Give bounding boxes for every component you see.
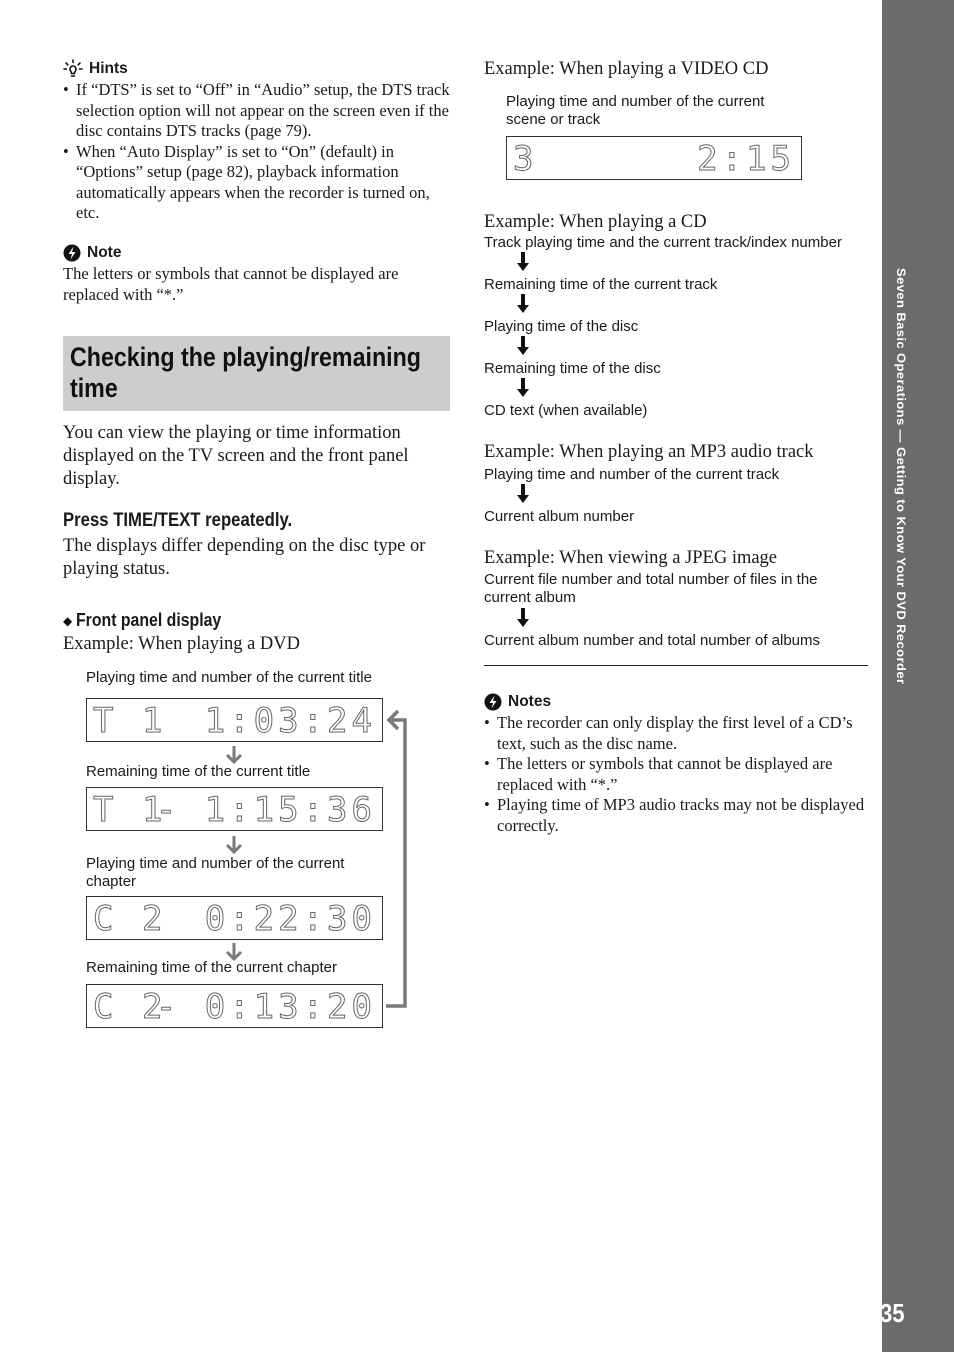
lcd-segments — [87, 985, 382, 1027]
lcd-display — [86, 896, 383, 940]
vcd-example-label: Example: When playing a VIDEO CD — [484, 59, 769, 79]
step-text: The displays differ depending on the disc type or playing status. — [63, 536, 426, 579]
down-arrow-icon — [225, 745, 243, 767]
down-arrow-icon — [225, 835, 243, 857]
note-icon — [484, 693, 502, 711]
cd-item: CD text (when available) — [484, 402, 648, 419]
notes-list — [484, 713, 872, 836]
jpeg-item: Current album number and total number of albums — [484, 632, 821, 649]
notes-heading: Notes — [508, 693, 552, 710]
lcd-segment-text: - 0:13:20 — [155, 987, 376, 1027]
down-arrow-icon — [516, 252, 530, 272]
front-panel-heading-row — [63, 610, 241, 631]
hints-heading: Hints — [89, 60, 128, 77]
lcd-segment-text: - 1:15:36 — [155, 790, 376, 830]
lcd-segments — [87, 788, 382, 830]
down-arrow-icon — [516, 378, 530, 398]
front-panel-heading: Front panel display — [76, 610, 222, 630]
note-icon — [63, 244, 81, 262]
cd-item: Remaining time of the disc — [484, 360, 661, 377]
dvd-example-label: Example: When playing a DVD — [63, 634, 301, 654]
hints-list — [63, 80, 453, 224]
intro-text: You can view the playing or time information displayed on the TV screen and the front panel display. — [63, 423, 409, 489]
diamond-icon: ◆ — [63, 613, 73, 628]
loop-back-arrow-icon — [384, 708, 414, 1014]
note-item: • The recorder can only display the first level of a CD’s text, such as the disc name. — [484, 713, 872, 754]
notes-block — [484, 692, 872, 836]
note-item: • Playing time of MP3 audio tracks may not be displayed correctly. — [484, 795, 872, 836]
cd-example-label: Example: When playing a CD — [484, 212, 707, 232]
lcd-display — [86, 984, 383, 1028]
divider — [484, 665, 868, 666]
vcd-caption: Playing time and number of the current scene or track — [506, 93, 765, 128]
chapter-title: Seven Basic Operations — Getting to Know Your DVD Recorder — [894, 268, 908, 685]
hint-item: • If “DTS” is set to “Off” in “Audio” setup, the DTS track selection option will not appear on the screen even if the disc contains DTS tracks (page 79). — [63, 80, 453, 142]
lightbulb-icon — [63, 59, 83, 79]
lcd-segment-text: T 1 — [93, 790, 167, 830]
jpeg-example-label: Example: When viewing a JPEG image — [484, 548, 778, 568]
cd-item: Remaining time of the current track — [484, 276, 718, 293]
dvd-caption: Playing time and number of the current chapter — [86, 855, 345, 890]
mp3-example-label: Example: When playing an MP3 audio track — [484, 442, 814, 462]
lcd-display — [86, 698, 383, 742]
lcd-segments — [87, 699, 382, 741]
lcd-segment-text: 0:22:30 — [204, 899, 376, 939]
note-block — [63, 243, 453, 305]
lcd-segment-text: 2:15 — [697, 139, 795, 179]
mp3-item: Playing time and number of the current track — [484, 466, 780, 483]
lcd-segments — [507, 137, 801, 179]
vcd-lcd-display — [506, 136, 802, 180]
lcd-segment-text: 1:03:24 — [204, 701, 376, 741]
lcd-segment-text: T 1 — [93, 701, 167, 741]
down-arrow-icon — [516, 608, 530, 628]
section-title: Checking the playing/remaining time — [70, 342, 421, 403]
mp3-item: Current album number — [484, 508, 635, 525]
down-arrow-icon — [516, 294, 530, 314]
dvd-caption: Remaining time of the current title — [86, 763, 311, 780]
lcd-segments — [87, 897, 382, 939]
lcd-segment-text: 3 — [513, 139, 538, 179]
cd-item: Playing time of the disc — [484, 318, 639, 335]
down-arrow-icon — [225, 942, 243, 964]
note-heading: Note — [87, 244, 122, 261]
hints-block — [63, 59, 453, 224]
lcd-segment-text: C 2 — [93, 899, 167, 939]
cd-item: Track playing time and the current track/index number — [484, 234, 842, 251]
note-item: • The letters or symbols that cannot be displayed are replaced with “*.” — [484, 754, 872, 795]
jpeg-item: Current file number and total number of files in the current album — [484, 571, 818, 606]
lcd-segment-text: C 2 — [93, 987, 167, 1027]
page-number: 35 — [880, 1298, 905, 1328]
step-heading: Press TIME/TEXT repeatedly. — [63, 510, 293, 531]
down-arrow-icon — [516, 336, 530, 356]
lcd-display — [86, 787, 383, 831]
down-arrow-icon — [516, 484, 530, 504]
chapter-sidebar — [882, 0, 954, 1352]
dvd-caption: Playing time and number of the current title — [86, 669, 372, 686]
section-heading-box — [63, 336, 450, 411]
note-text: The letters or symbols that cannot be displayed are replaced with “*.” — [63, 264, 399, 304]
hint-item: • When “Auto Display” is set to “On” (default) in “Options” setup (page 82), playback information automatically appears when the recorder is turned on, etc. — [63, 142, 453, 224]
dvd-caption: Remaining time of the current chapter — [86, 959, 337, 976]
